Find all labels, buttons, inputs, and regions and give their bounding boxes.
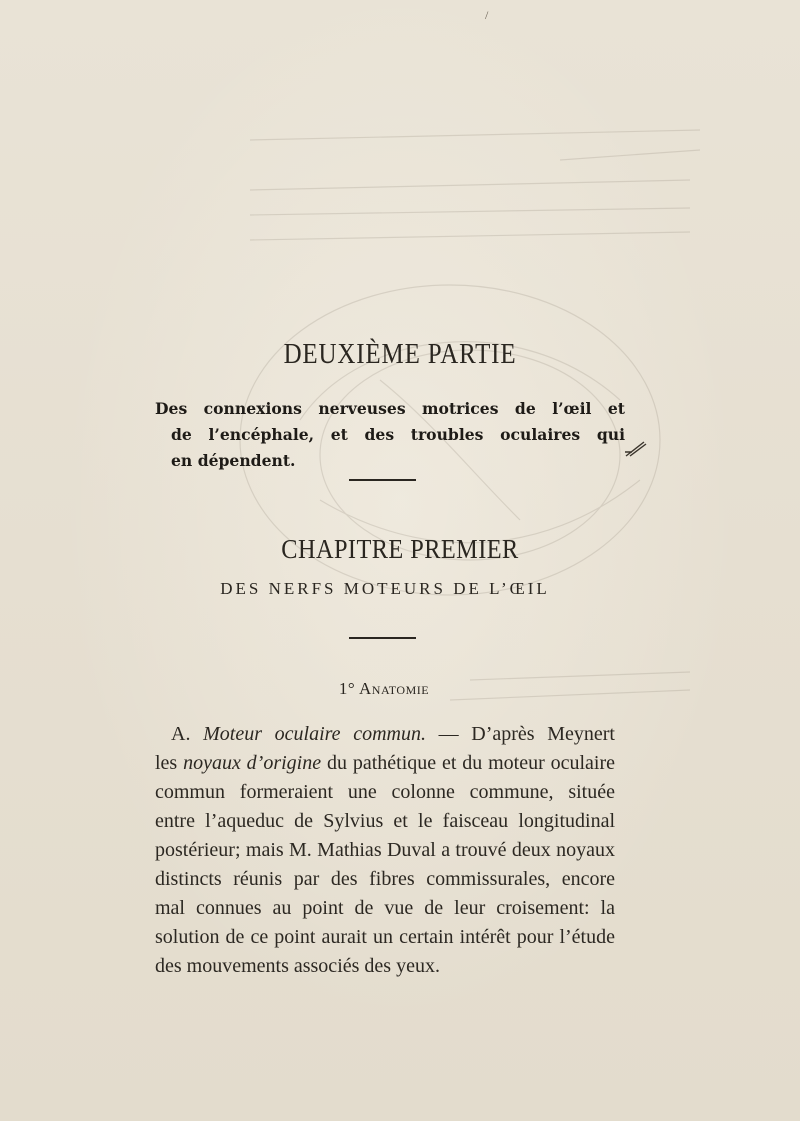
paragraph-line <box>155 749 615 778</box>
paragraph-line: solution de ce point aurait un certain intérêt pour l’étude <box>155 926 615 948</box>
paragraph-line: postérieur; mais M. Mathias Duval a trouvé deux noyaux <box>155 839 615 861</box>
paragraph-text: — D’après Meynert <box>425 723 615 745</box>
subtitle-line: Des connexions nerveuses motrices de l’œil et <box>155 399 625 418</box>
part-title: DEUXIÈME PARTIE <box>283 338 517 370</box>
divider-rule <box>349 479 416 481</box>
chapter-subtitle: DES NERFS MOTEURS DE L’ŒIL <box>220 579 550 598</box>
part-subtitle <box>155 396 625 474</box>
italic-term: Moteur oculaire commun. <box>203 723 426 745</box>
section-heading: 1° Anatomie <box>338 679 430 698</box>
paragraph-line: mal connues au point de vue de leur croisement: la <box>155 897 615 919</box>
paragraph-line: des mouvements associés des yeux. <box>155 955 440 977</box>
paragraph-line: commun formeraient une colonne commune, située <box>155 781 615 803</box>
paragraph-text: les <box>155 752 184 774</box>
paragraph-text: du pathétique et du moteur oculaire <box>321 752 616 774</box>
paragraph-label: A. <box>171 723 204 745</box>
chapter-title: CHAPITRE PREMIER <box>281 534 519 564</box>
pencil-mark: / <box>485 8 489 22</box>
body-paragraph <box>155 720 615 981</box>
subtitle-line: en dépendent. <box>171 451 296 470</box>
subtitle-line: de l’encéphale, et des troubles oculaires qui <box>171 425 625 444</box>
paragraph-line: entre l’aqueduc de Sylvius et le faisceau longitudinal <box>155 810 615 832</box>
paragraph-line <box>155 720 615 749</box>
divider-rule <box>349 637 416 639</box>
italic-term: noyaux d’origine <box>183 752 322 774</box>
margin-annotation-icon <box>622 438 650 460</box>
paragraph-line: distincts réunis par des fibres commissurales, encore <box>155 868 615 890</box>
